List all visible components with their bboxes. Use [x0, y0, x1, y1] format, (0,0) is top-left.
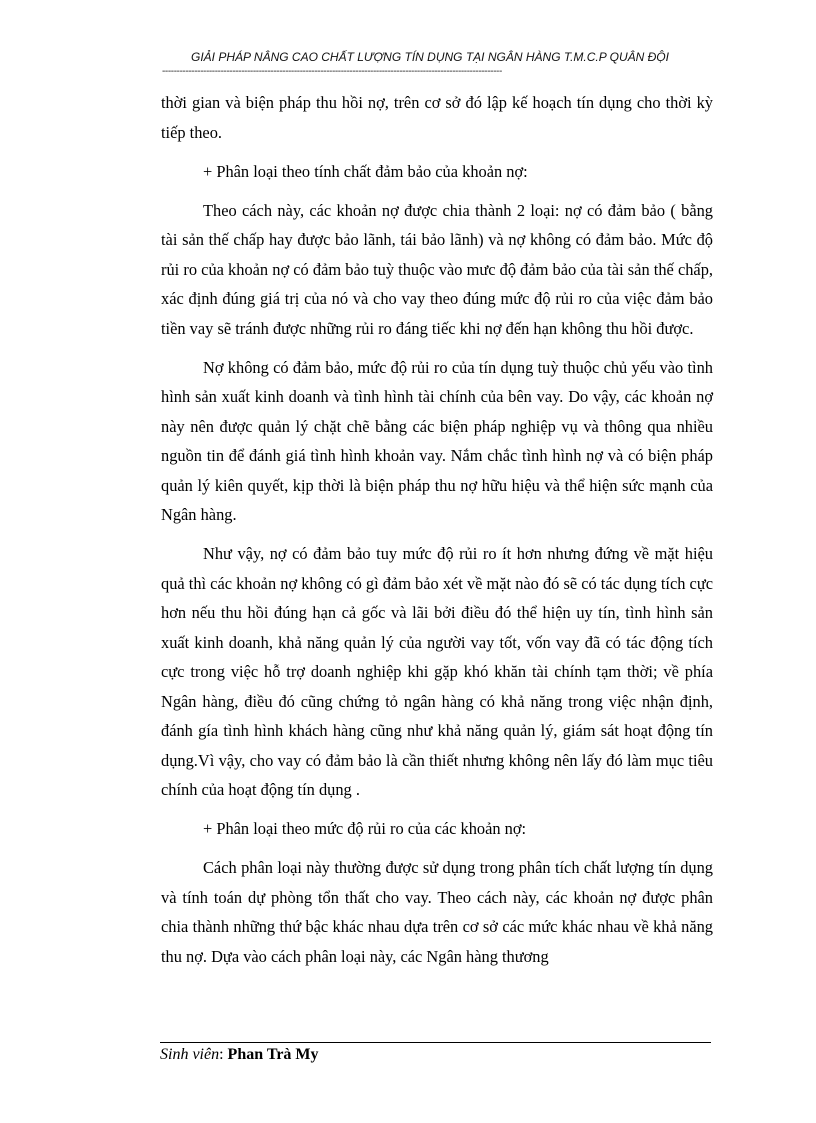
running-header: GIẢI PHÁP NÂNG CAO CHẤT LƯỢNG TÍN DỤNG TẠI NGÂN HÀNG T.M.C.P QUÂN ĐỘI	[191, 50, 669, 64]
body-text	[161, 88, 713, 981]
paragraph-continuation: thời gian và biện pháp thu hồi nợ, trên cơ sở đó lập kế hoạch tín dụng cho thời kỳ tiếp theo.	[161, 93, 713, 142]
paragraph: Như vậy, nợ có đảm bảo tuy mức độ rủi ro ít hơn nhưng đứng về mặt hiệu quả thì các khoản nợ không có gì đảm bảo xét về mặt nào đó sẽ có tác dụng tích cực hơn nếu thu hồi đúng hạn cả gốc và lãi bởi điều đó thể hiện uy tín, tình hình sản xuất kinh doanh, khả năng quản lý của người vay tốt, vốn vay đã có tác động tích cực trong việc hỗ trợ doanh nghiệp khi gặp khó khăn tài chính tạm thời; về phía Ngân hàng, điều đó cũng chứng tỏ ngân hàng có khả năng trong việc nhận định, đánh gía tình hình khách hàng cũng như khả năng quản lý, giám sát hoạt động tín dụng.Vì vậy, cho vay có đảm bảo là cần thiết nhưng không nên lấy đó làm mục tiêu chính của hoạt động tín dụng .	[161, 544, 713, 799]
paragraph: Theo cách này, các khoản nợ được chia thành 2 loại: nợ có đảm bảo ( bằng tài sản thế chấp hay được bảo lãnh, tái bảo lãnh) và nợ không có đảm bảo. Mức độ rủi ro của khoản nợ có đảm bảo tuỳ thuộc vào mưc độ đảm bảo của tài sản thế chấp, xác định đúng giá trị của nó và cho vay theo đúng mức độ rủi ro của việc đảm bảo tiền vay sẽ tránh được những rủi ro đáng tiếc khi nợ đến hạn không thu hồi được.	[161, 200, 713, 338]
paragraph: Nợ không có đảm bảo, mức độ rủi ro của tín dụng tuỳ thuộc chủ yếu vào tình hình sản xuất kinh doanh và tình hình tài chính của bên vay. Do vậy, các khoản nợ này nên được quản lý chặt chẽ bằng các biện pháp nghiệp vụ và thông qua nhiều nguồn tin để đánh giá tình hình khoản vay. Nắm chắc tình hình nợ và có biện pháp quản lý kiên quyết, kịp thời là biện pháp thu nợ hữu hiệu và thể hiện sức mạnh của Ngân hàng.	[161, 357, 713, 524]
footer-rule	[160, 1042, 711, 1043]
student-name: Phan Trà My	[227, 1046, 319, 1063]
page-footer	[160, 1046, 319, 1064]
header-dashed-rule: --------------------------------------------------------------------------------------------------------------------	[162, 67, 502, 77]
footer-separator: :	[219, 1046, 228, 1063]
paragraph-subheading-risk: + Phân loại theo mức độ rủi ro của các khoản nợ:	[203, 819, 527, 838]
paragraph-subheading-security: + Phân loại theo tính chất đảm bảo của khoản nợ:	[203, 161, 528, 181]
footer-label: Sinh viên	[160, 1046, 220, 1063]
paragraph: Cách phân loại này thường được sử dụng trong phân tích chất lượng tín dụng và tính toán dự phòng tổn thất cho vay. Theo cách này, các khoản nợ được phân chia thành những thứ bậc khác nhau dựa trên cơ sở các mức khác nhau về khả năng thu nợ. Dựa vào cách phân loại này, các Ngân hàng thương	[161, 858, 713, 966]
